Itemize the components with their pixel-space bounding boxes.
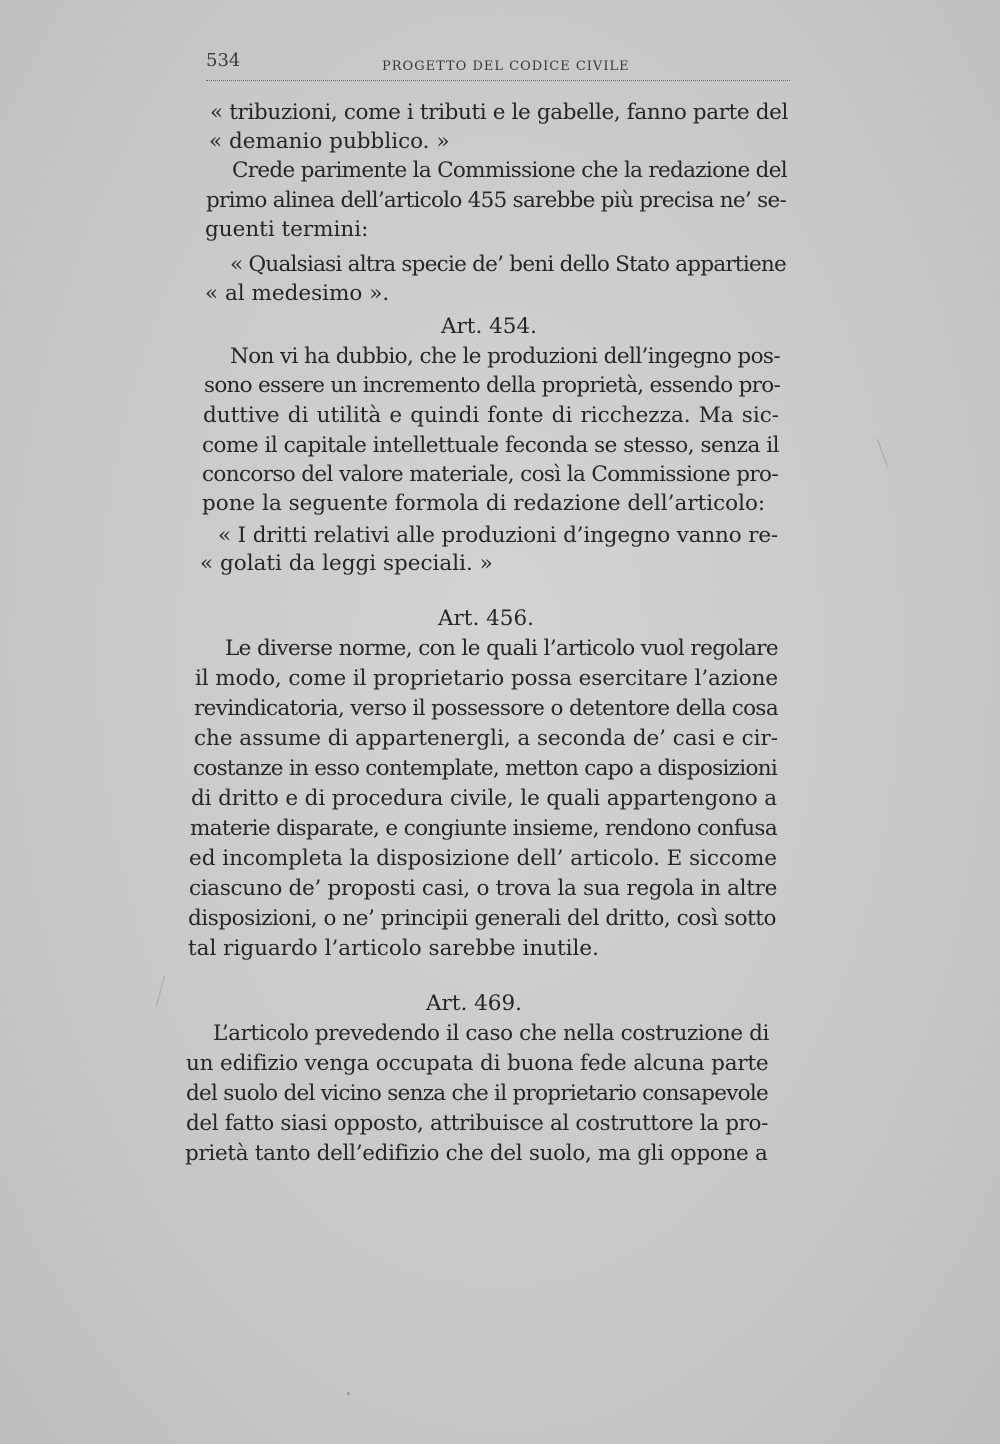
text-line: di dritto e di procedura civile, le quali appartengono a	[191, 786, 777, 811]
text-line: del fatto siasi opposto, attribuisce al costruttore la pro-	[186, 1111, 768, 1136]
text-line: « I dritti relativi alle produzioni d’ingegno vanno re-	[218, 523, 778, 548]
text-line: il modo, come il proprietario possa esercitare l’azione	[195, 666, 778, 691]
text-line: disposizioni, o ne’ principii generali del dritto, così sotto	[188, 906, 776, 931]
text-line: prietà tanto dell’edifizio che del suolo, ma gli oppone a	[185, 1141, 768, 1166]
text-line: primo alinea dell’articolo 455 sarebbe più precisa ne’ se-	[206, 188, 786, 213]
text-line: Crede parimente la Commissione che la redazione del	[232, 158, 787, 183]
text-line: guenti termini:	[205, 217, 369, 242]
page-header	[206, 50, 790, 80]
text-line: pone la seguente formola di redazione dell’articolo:	[202, 491, 766, 516]
article-heading: Art. 469.	[426, 991, 522, 1016]
text-line: revindicatoria, verso il possessore o detentore della cosa	[194, 696, 778, 721]
paper-mark	[347, 1392, 350, 1395]
text-line: materie disparate, e congiunte insieme, rendono confusa	[190, 816, 777, 841]
header-rule	[206, 80, 790, 81]
text-line: costanze in esso contemplate, metton capo a disposizioni	[193, 756, 777, 781]
text-line: « Qualsiasi altra specie de’ beni dello Stato appartiene	[230, 252, 786, 277]
text-line: ciascuno de’ proposti casi, o trova la sua regola in altre	[189, 876, 777, 901]
text-line: come il capitale intellettuale feconda se stesso, senza il	[202, 433, 779, 458]
text-line: « demanio pubblico. »	[209, 129, 450, 154]
text-line: sono essere un incremento della proprietà, essendo pro-	[204, 373, 780, 398]
text-line: duttive di utilità e quindi fonte di ricchezza. Ma sic-	[203, 403, 779, 428]
page-number: 534	[206, 50, 241, 71]
paper-mark	[156, 975, 165, 1006]
text-line: del suolo del vicino senza che il proprietario consapevole	[186, 1081, 768, 1106]
text-line: L’articolo prevedendo il caso che nella costruzione di	[213, 1021, 769, 1046]
text-line: concorso del valore materiale, così la Commissione pro-	[202, 462, 778, 487]
text-line: tal riguardo l’articolo sarebbe inutile.	[188, 936, 599, 961]
text-line: ed incompleta la disposizione dell’ articolo. E siccome	[189, 846, 777, 871]
text-line: Le diverse norme, con le quali l’articolo vuol regolare	[225, 636, 778, 661]
text-line: « golati da leggi speciali. »	[200, 551, 493, 576]
running-title: PROGETTO DEL CODICE CIVILE	[382, 59, 630, 74]
text-line: un edifizio venga occupata di buona fede alcuna parte	[186, 1051, 769, 1076]
article-heading: Art. 454.	[441, 314, 537, 339]
article-heading: Art. 456.	[438, 606, 534, 631]
text-line: « al medesimo ».	[205, 281, 390, 306]
text-line: « tribuzioni, come i tributi e le gabelle, fanno parte del	[210, 100, 788, 125]
paper-mark	[877, 439, 888, 468]
text-line: che assume di appartenergli, a seconda de’ casi e cir-	[194, 726, 778, 751]
text-line: Non vi ha dubbio, che le produzioni dell’ingegno pos-	[230, 344, 780, 369]
